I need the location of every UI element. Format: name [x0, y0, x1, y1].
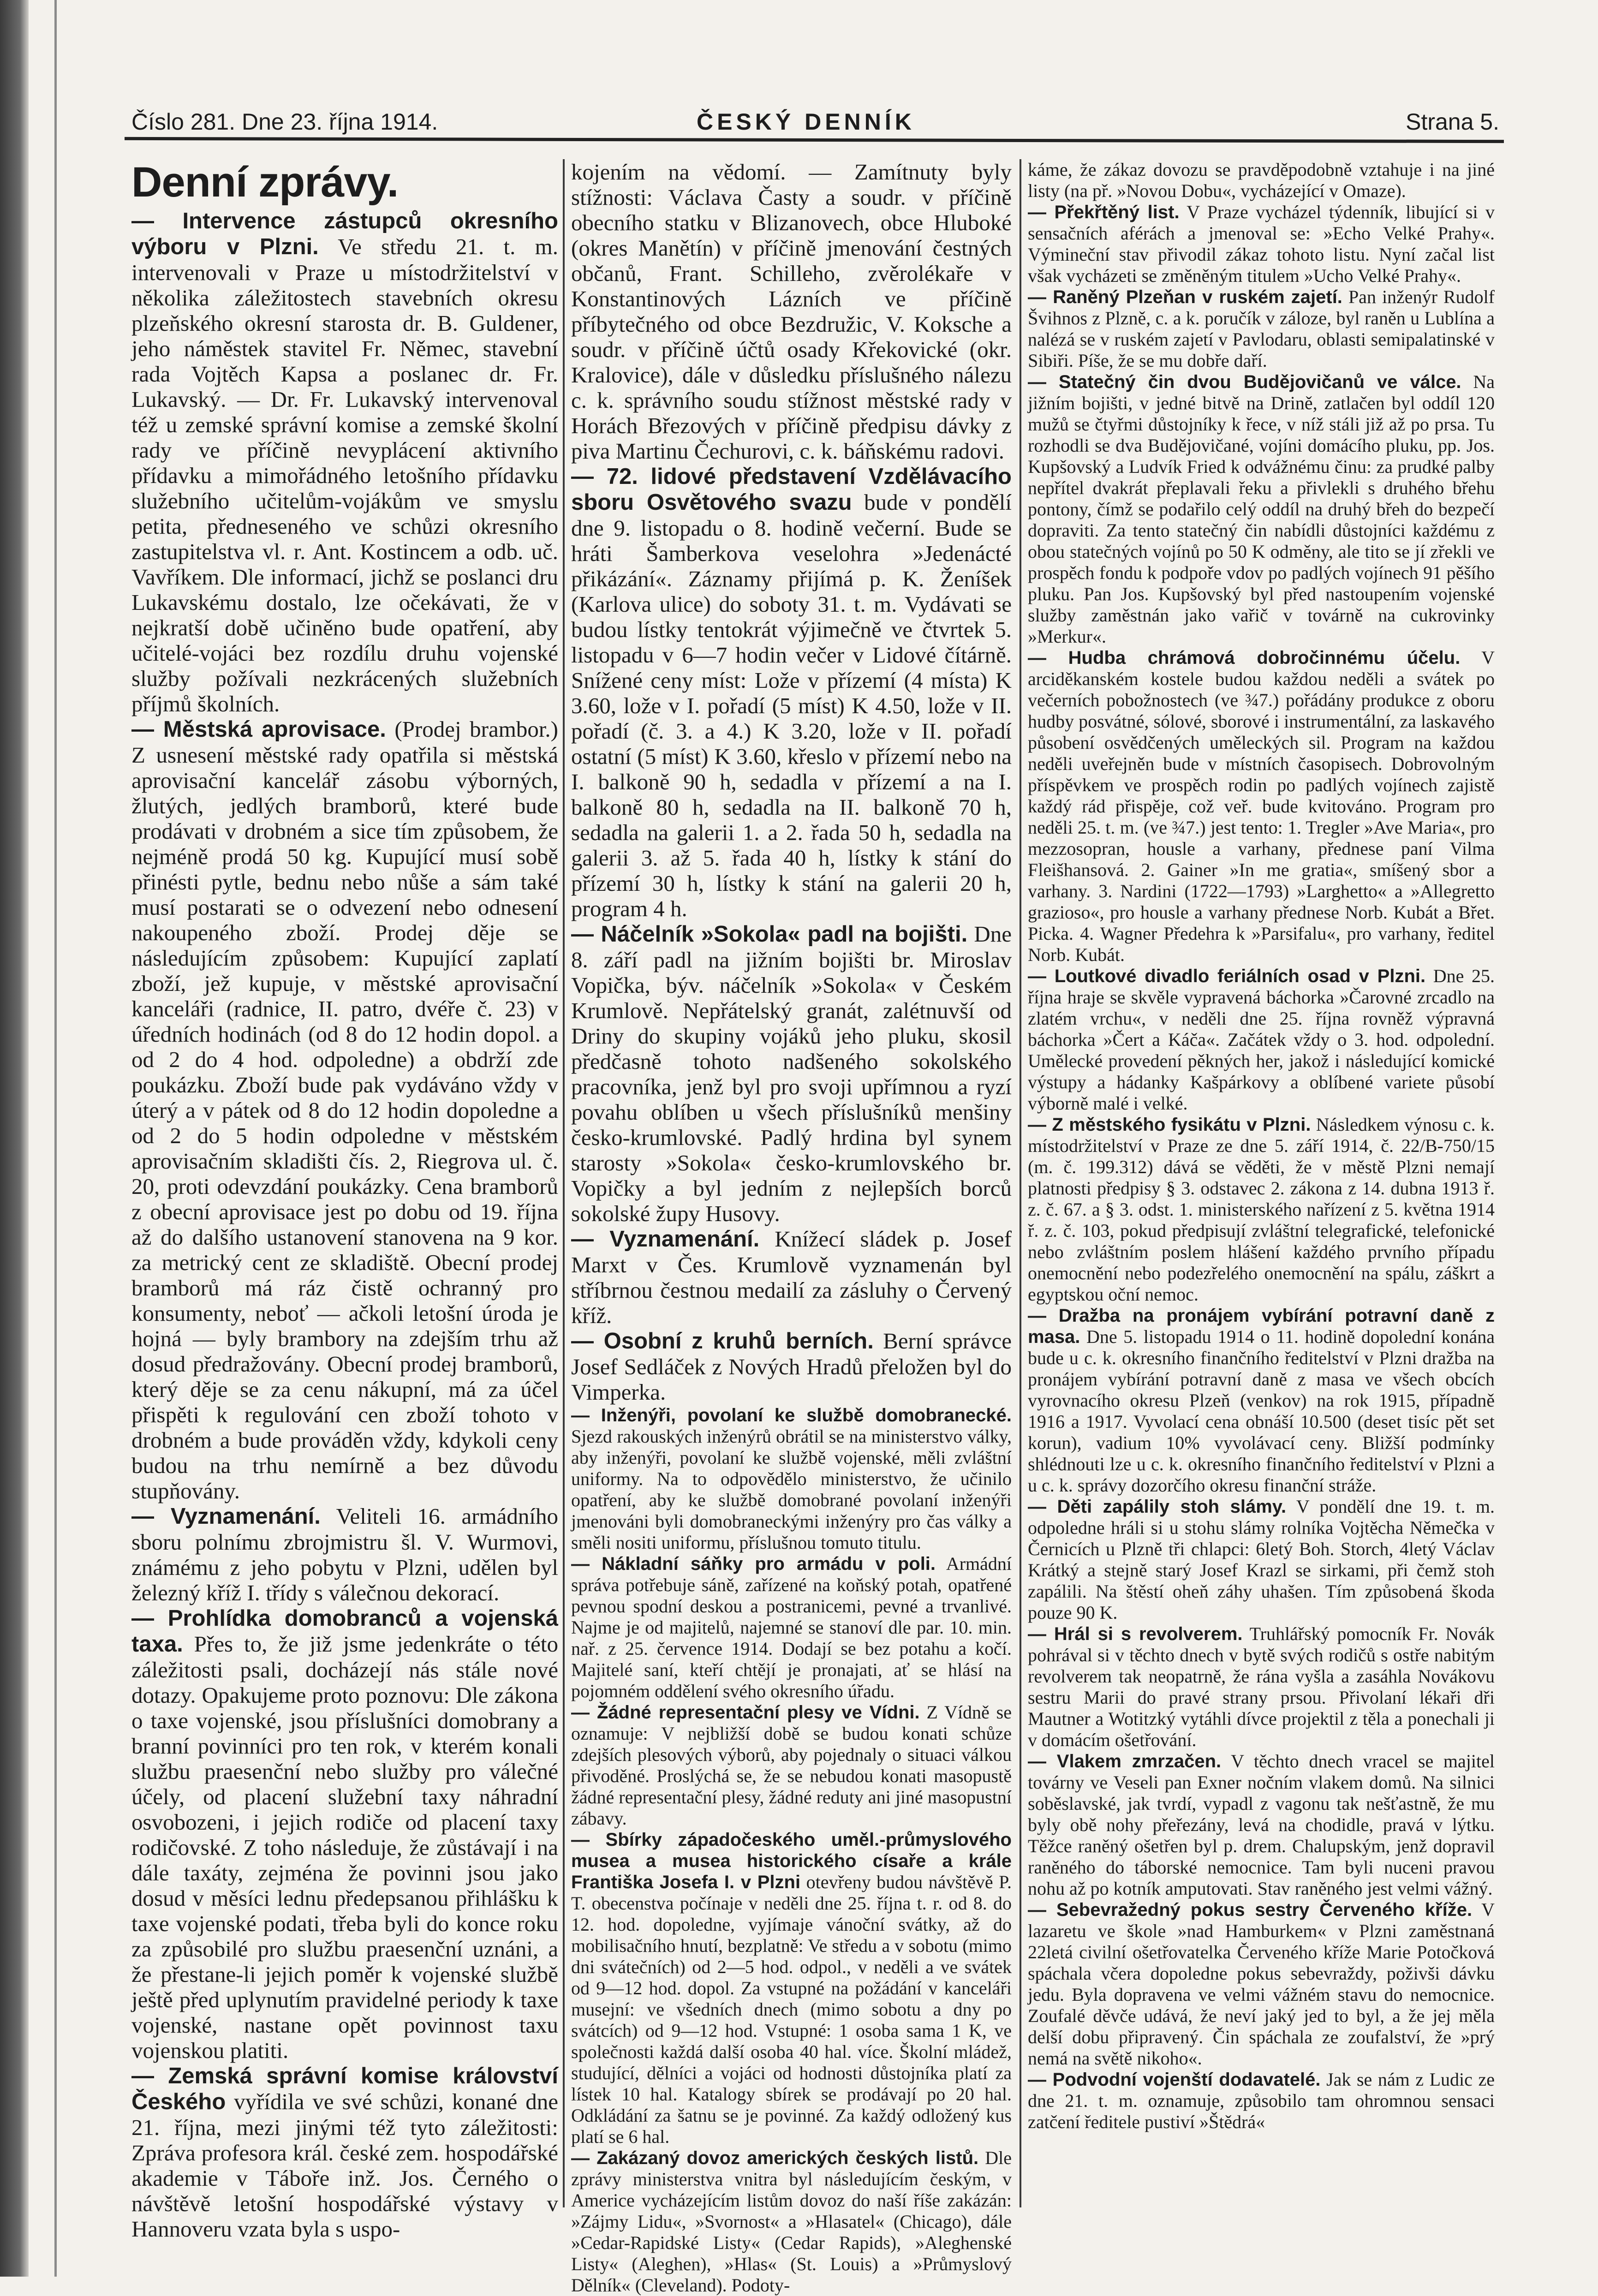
article-paragraph: [1028, 1305, 1495, 1496]
article-heading: — Podvodní vojenští dodavatelé.: [1028, 2069, 1321, 2090]
article-heading: — Sebevražedný pokus sestry Červeného kříže.: [1028, 1900, 1473, 1920]
masthead: ČESKÝ DENNÍK: [697, 109, 915, 135]
column-divider: [1020, 159, 1021, 2207]
article-text: Dne 8. září padl na jižním bojišti br. Miroslav Vopička, býv. náčelník »Sokola« v Českém Krumlově. Nepřátelský granát, zalétnuvší od Driny do skupiny vojáků jeho pluku, skosil předčasně tohoto nadšeného sokolského pracovníka, jenž byl pro svoji upřímnou a ryzí povahu oblíben u všech příslušníků menšiny česko-krumlovské. Padlý hrdina byl synem starosty »Sokola« česko-krumlovského br. Vopičky a byl jedním z nejlepších borců sokolské župy Husovy.: [571, 921, 1012, 1226]
article-paragraph: [1028, 1899, 1495, 2069]
article-paragraph: [571, 1405, 1012, 1553]
article-text: V těchto dnech vracel se majitel továrny ve Veseli pan Exner nočním vlakem domů. Na silnici soběslavské, jak tvrdí, vypadl z vagonu tak nešťastně, že mu byly obě nohy přeřezány, levá na chodidle, pravá v lýtku. Těžce raněný ošetřen byl p. drem. Chalupským, jenž dopravil raněného do táborské nemocnice. Tam byli nuceni pravou nohu až po kotník amputovati. Stav raněného jest velmi vážný.: [1028, 1751, 1495, 1899]
scan-left-edge: [0, 0, 29, 2277]
article-heading: — Hudba chrámová dobročinnému účelu.: [1028, 648, 1461, 668]
article-heading: — Městská aprovisace.: [131, 717, 386, 742]
article-text: bude v pondělí dne 9. listopadu o 8. hodině večerní. Bude se hráti Šamberkova veselohra »Jedenácté přikázání«. Záznamy přijímá p. K. Ženíšek (Karlova ulice) do soboty 31. t. m. Vydávati se budou lístky tentokrát výjimečně ve čtvrtek 5. listopadu v 6—7 hodin večer v Lidové čítárně. Snížené ceny míst: Lože v přízemí (4 místa) K 3.60, lože v I. pořadí (5 míst) K 4.50, lože v II. pořadí (č. 3. a 4.) K 3.20, lože v II. pořadí ostatní (5 míst) K 3.60, křeslo v přízemí nebo na I. balkoně 90 h, sedadla v přízemí a na I. balkoně 80 h, sedadla na II. balkoně 70 h, sedadla na galerii 1. a 2. řada 50 h, sedadla na galerii 3. až 5. řada 40 h, lístky k stání do přízemí 30 h, lístky k stání na galerii 20 h, program 4 h.: [571, 489, 1012, 921]
article-paragraph: [1028, 966, 1495, 1114]
article-heading: — Sbírky západočeského uměl.-průmyslového musea a musea historického císaře a krále Františka Josefa I. v Plzni: [571, 1830, 1012, 1892]
article-text: Ve středu 21. t. m. intervenovali v Praze u místodržitelství v několika záležitostech stavebních okresu plzeňského okresní starosta dr. B. Guldener, jeho náměstek stavitel Fr. Němec, stavební rada Vojtěch Kapsa a poslanec dr. Fr. Lukavský. — Dr. Fr. Lukavský intervenoval též u zemské správní komise a zemské školní rady ve příčině nevyplácení aktivního přídavku a mimořádného letošního přídavku služebního učitelům-vojákům ve smyslu petita, předneseného ve schůzi okresního zastupitelstva vl. r. Ant. Kostincem a odb. uč. Vavříkem. Dle informací, jichž se poslanci dru Lukavskému dostalo, lze očekávati, že v nejkratší době učiněno bude opatření, aby učitelé-vojáci bez rozdílu druhu vojenské služby požívali nezkrácených služebních příjmů školních.: [131, 234, 558, 716]
article-paragraph: [571, 159, 1012, 464]
article-text: Dne 25. října hraje se skvěle vypravená báchorka »Čarovné zrcadlo na zlatém vrchu«, v neděli dne 25. října rovněž výpravná báchorka »Čert a Káča«. Začátek vždy o 3. hod. odpolední. Umělecké provedení pěkných her, jakož i následující komické výstupy a hádanky Kašpárkovy a oblíbené variete působí výborně malé i velké.: [1028, 966, 1495, 1114]
article-heading: — Hrál si s revolverem.: [1028, 1624, 1243, 1644]
article-paragraph: [1028, 1623, 1495, 1751]
column-2: [571, 159, 1012, 2296]
article-text: Sjezd rakouských inženýrů obrátil se na ministerstvo války, aby inženýři, povolaní ke službě vojenské, měli zvláštní uniformy. Na to odpovědělo ministerstvo, že učinilo opatření, aby ke službě domobrané povolaní inženýři jmenováni byli domobraneckými inženýry pro čas války a směli nositi uniformu, příslušnou tomuto titulu.: [571, 1426, 1012, 1553]
article-heading: — 72. lidové představení Vzdělávacího sboru Osvětového svazu: [571, 464, 1012, 515]
article-heading: — Nákladní sáňky pro armádu v poli.: [571, 1554, 936, 1574]
article-paragraph: [571, 1702, 1012, 1829]
article-paragraph: [571, 1328, 1012, 1405]
article-heading: — Raněný Plzeňan v ruském zajetí.: [1028, 287, 1342, 307]
article-text: Dne 5. listopadu 1914 o 11. hodině dopolední konána bude u c. k. okresního finančního ředitelství v Plzni dražba na pronájem vybírání potravní daně z masa ve všech obcích vyrovnacího okresu Plzeň (venkov) na rok 1915, případně 1916 a 1917. Vyvolací cena obnáší 10.500 (deset tisíc pět set korun), vadium 10% vyvolávací ceny. Bližší podmínky shlédnouti lze u c. k. okresního finančního ředitelství v Plzni a u c. k. správy dozorčího okresu finanční stráže.: [1028, 1326, 1495, 1496]
article-text: Dle zprávy ministerstva vnitra byl následujícím českým, v Americe vycházejícím listům dovoz do naší říše zakázán: »Zájmy Lidu«, »Svornost« a »Hlasatel« (Chicago), dále »Cedar-Rapidské Listy« (Cedar Rapids), »Aleghenské Listy« (Aleghen), »Hlas« (St. Louis) a »Průmyslový Dělník« (Cleveland). Podoty-: [571, 2147, 1012, 2296]
article-heading: — Děti zapálily stoh slámy.: [1028, 1497, 1287, 1517]
article-heading: — Zemská správní komise království Českého: [131, 2063, 558, 2114]
article-heading: — Statečný čin dvou Budějovičanů ve válce.: [1028, 372, 1461, 392]
article-heading: — Loutkové divadlo feriálních osad v Plzni.: [1028, 966, 1426, 986]
article-text: otevřeny budou návštěvě P. T. obecenstva počínaje v neděli dne 25. října t. r. od 8. do 12. hod. dopoledne, vyjímaje vánoční svátky, až do mobilisačního hnutí, bezplatně: Ve středu a v sobotu (mimo dni svátečních) od 2—5 hod. odpol., v neděli a ve svátek od 9—12 hod. dopol. Za vstupné na požádání v kanceláři musejní: ve všedních dnech (mimo sobotu a dny po svátcích) od 9—12 hod. Vstupné: 1 osoba sama 1 K, ve společnosti každá další osoba 40 hal. více. Školní mládež, studující, dělníci a vojáci od hodnosti důstojníka platí za lístek 10 hal. Katalogy sbírek se prodávají po 20 hal. Odkládání za šatnu se je povinné. Za každý odložený kus platí se 6 hal.: [571, 1872, 1012, 2147]
article-paragraph: [1028, 1751, 1495, 1899]
article-text: Berní správce Josef Sedláček z Nových Hradů přeložen byl do Vimperka.: [571, 1328, 1012, 1405]
article-paragraph: [1028, 1114, 1495, 1305]
article-paragraph: [1028, 647, 1495, 966]
article-heading: — Prohlídka domobranců a vojenská taxa.: [131, 1606, 558, 1657]
article-text: (Prodej brambor.) Z usnesení městské rady opatřila si městská aprovisační kancelář zásobu výborných, žlutých, jedlých bramborů, které bude prodávati v drobném a sice tím způsobem, že nejméně prodá 50 kg. Kupující musí sobě přinésti pytle, bednu nebo nůše a sám také musí postarati se o odvezení nebo odnesení nakoupeného zboží. Prodej děje se následujícím způsobem: Kupující zaplatí zboží, jež kupuje, v městské aprovisační kanceláři (radnice, II. patro, dvéře č. 23) v úředních hodinách (od 8 do 12 hodin dopol. a od 2 do 4 hod. odpoledne) a obdrží zde poukázku. Zboží bude pak vydáváno vždy v úterý a v pátek od 8 do 12 hodin dopoledne a od 2 do 5 hodin odpoledne v městském aprovisačním skladišti čís. 2, Riegrova ul. č. 20, proti odevzdání poukázky. Cena bramborů z obecní aprovisace jest po dobu od 19. října až do dalšího ustanovení stanovena na 9 kor. za metrický cent ze skladiště. Obecní prodej bramborů má ráz čistě ochranný pro konsumenty, neboť — ačkoli letošní úroda je hojná — byly brambory na zdejším trhu až dosud předražovány. Obecní prodej bramborů, který děje se za cenu nákupní, má za účel přispěti k regulování cen zboží tohoto v drobném a bude prováděn vždy, kdykoli ceny budou na trhu nemírně a bez důvodu stupňovány.: [131, 716, 558, 1503]
article-heading: — Žádné representační plesy ve Vídni.: [571, 1702, 920, 1723]
column-3: [1028, 159, 1495, 2212]
page-number: Strana 5.: [1406, 109, 1499, 135]
article-paragraph: [131, 716, 558, 1503]
article-heading: — Vyznamenání.: [571, 1227, 760, 1252]
article-paragraph: [131, 2063, 558, 2242]
article-paragraph: [571, 1553, 1012, 1702]
scan-binding-line: [54, 0, 57, 2277]
article-text: Přes to, že již jsme jedenkráte o této záležitosti psali, docházejí nás stále nové dotazy. Opakujeme proto poznovu: Dle zákona o taxe vojenské, jsou příslušníci domobrany a branní povinníci pro ten rok, v kterém konali službu praesenční nebo služby pro válečné účely, od placení služební taxy náhradní osvobozeni, i jejich rodiče od placení taxy rodičovské. Z toho následuje, že zůstávají i na dále taxáty, zejména že povinni jsou jako dosud v měsíci lednu předepsanou přihlášku k taxe vojenské podati, třeba byli do konce roku za způsobilé pro službu praesenční uznáni, a že přestane-li jejich poměr k vojenské službě ještě před uplynutím pravidelné periody k taxe vojenské, nastane opět povinnost taxu vojenskou platiti.: [131, 1631, 558, 2063]
article-text: Z Vídně se oznamuje: V nejbližší době se budou konati schůze zdejších plesových výborů, aby pojednaly o situaci válkou přivoděné. Proslýchá se, že se nebudou konati masopustě žádné representační plesy, žádné reduty ani jiné masopustní zábavy.: [571, 1702, 1012, 1829]
article-text: Veliteli 16. armádního sboru polnímu zbrojmistru šl. V. Wurmovi, známému z jeho pobytu v Plzni, udělen byl železný kříž I. třídy s válečnou dekorací.: [131, 1503, 558, 1605]
page-header: [131, 108, 1499, 141]
section-title: Denní zprávy.: [131, 159, 399, 206]
article-heading: — Zakázaný dovoz amerických českých listů.: [571, 2148, 979, 2168]
article-paragraph: [1028, 159, 1495, 202]
article-paragraph: [1028, 2069, 1495, 2133]
article-text: V arciděkanském kostele budou každou neděli a svátek po večerních pobožnostech (ve ¾7.) pořádány produkce z oboru hudby posvátné, sólové, sborové i instrumentální, za laskavého působení osvědčených uměleckých sil. Program na každou neděli uveřejněn bude v místních časopisech. Dobrovolným příspěvkem ve prospěch rodin po padlých vojínech zajistě každý rád přispěje, což veř. bude kvitováno. Program pro neděli 25. t. m. (ve ¾7.) jest tento: 1. Tregler »Ave Maria«, pro mezzosopran, housle a varhany, přednese paní Vilma Fleišhansová. 2. Gainer »In me gratia«, smíšený sbor a varhany. 3. Nardini (1722—1793) »Larghetto« a »Allegretto grazioso«, pro housle a varhany přednese Norb. Kubát a Břet. Picka. 4. Wagner Předehra k »Parsifalu«, pro varhany, ředitel Norb. Kubát.: [1028, 647, 1495, 965]
article-text: Na jižním bojišti, v jedné bitvě na Drině, zatlačen byl oddíl 120 mužů se čtyřmi důstojníky k řece, v níž stáli již až po prsa. Tu rozhodli se dva Budějovičané, vojíni domácího pluku, pp. Jos. Kupšovský a Ludvík Fried k odvážnému činu: za prudké palby nepřítel dvakrát přeplavali řeku a přivlekli s druhého břehu pontony, čímž se podařilo celý oddíl na druhý břeh do bezpečí dopraviti. Za tento statečný čin nabídli důstojníci každému z obou statečných vojínů po 50 K odměny, ale tito se jí zřekli ve prospěch fondu k podpoře vdov po padlých vojínech 91 pěšího pluku. Pan Jos. Kupšovský byl před nastoupením vojenské služby zaměstnán jako vařič v továrně na cukrovinky »Merkur«.: [1028, 371, 1495, 647]
article-paragraph: [131, 1503, 558, 1605]
article-paragraph: [1028, 1496, 1495, 1623]
issue-date: Číslo 281. Dne 23. října 1914.: [131, 109, 438, 135]
article-heading: — Z městského fysikátu v Plzni.: [1028, 1115, 1311, 1135]
article-heading: — Vlakem zmrzačen.: [1028, 1751, 1222, 1771]
article-text: káme, že zákaz dovozu se pravděpodobně vztahuje i na jiné listy (na př. »Novou Dobu«, vycházející v Omaze).: [1028, 159, 1495, 201]
article-text: kojením na vědomí. — Zamítnuty byly stížnosti: Václava Časty a soudr. v příčině obecního statku v Blizanovech, obce Hluboké (okres Manětín) v příčině jmenování čestných občanů, Frant. Schilleho, zvěrolékaře v Konstantinových Lázních ve příčině příbytečného od obce Bezdružic, V. Koksche a soudr. v příčině účtů osady Křekovické (okr. Kralovice), dále v důsledku příslušného nálezu c. k. správního soudu stížnost městské rady v Horách Březových v příčině předpisu dávky z piva Martinu Čechurovi, c. k. báňskému radovi.: [571, 159, 1012, 464]
article-text: V lazaretu ve škole »nad Hamburkem« v Plzni zaměstnaná 22letá civilní ošetřovatelka Červeného kříže Marie Potočková spáchala včera dopoledne pokus sebevraždy, poživši dávku jedu. Byla dopravena ve velmi vážném stavu do nemocnice. Zoufalé děvče udává, že neví jaký jed to byl, a že jej měla delší dobu připravený. Čin spáchala ze zoufalství, že »prý nemá na světě nikoho«.: [1028, 1899, 1495, 2069]
article-heading: — Překřtěný list.: [1028, 202, 1180, 222]
article-heading: — Náčelník »Sokola« padl na bojišti.: [571, 922, 968, 947]
article-text: Knížecí sládek p. Josef Marxt v Čes. Krumlově vyznamenán byl stříbrnou čestnou medailí za zásluhy o Červený kříž.: [571, 1226, 1012, 1328]
article-heading: — Vyznamenání.: [131, 1504, 321, 1529]
article-paragraph: [1028, 202, 1495, 286]
article-text: vyřídila ve své schůzi, konané dne 21. října, mezi jinými též tyto záležitosti: Zpráva profesora král. české zem. hospodářské akademie v Táboře inž. Jos. Černého o návštěvě letošní hospodářské výstavy v Hannoveru vzata byla s uspo-: [131, 2089, 558, 2242]
article-paragraph: [1028, 371, 1495, 647]
article-heading: — Osobní z kruhů berních.: [571, 1329, 874, 1354]
article-paragraph: [571, 1226, 1012, 1328]
article-text: Armádní správa potřebuje sáně, zařízené na koňský potah, opatřené pevnou spodní deskou a postranicemi, pevné a trvanlivé. Najme je od majitelů, najemné se stanoví dle par. 10. min. nař. z 25. července 1914. Dodají se bez potahu a kočí. Majitelé saní, kteří chtějí je pronajati, ať se hlásí na pojomném oddělení svého okresního úřadu.: [571, 1553, 1012, 1701]
article-heading: — Dražba na pronájem vybírání potravní daně z masa.: [1028, 1306, 1495, 1347]
column-1: [131, 159, 558, 2242]
article-paragraph: [131, 208, 558, 716]
article-paragraph: [1028, 286, 1495, 371]
article-heading: — Intervence zástupců okresního výboru v Plzni.: [131, 209, 558, 259]
article-text: Následkem výnosu c. k. místodržitelství v Praze ze dne 5. září 1914, č. 22/B-750/15 (m. č. 199.312) dává se věděti, že v městě Plzni nemají platnosti předpisy § 3. odstavec 2. zákona z 14. dubna 1913 ř. z. č. 67. a § 3. odst. 1. ministerského nařízení z 5. května 1914 ř. z. č. 103, pokud předpisují zvláštní telegrafické, telefonické nebo zvláštním poslem hlášení každého prvního případu onemocnění nebo podezřelého onemocnění na spálu, záškrt a egyptskou oční nemoc.: [1028, 1114, 1495, 1305]
article-text: V Praze vycházel týdenník, libující si v sensačních aférách a jmenoval se: »Echo Velké Prahy«. Výmineční stav přivodil zákaz tohoto listu. Nyní začal list však vycházeti se změněným titulem »Ucho Velké Prahy«.: [1028, 202, 1495, 286]
article-paragraph: [571, 921, 1012, 1226]
article-paragraph: [571, 1829, 1012, 2147]
article-text: V pondělí dne 19. t. m. odpoledne hráli si u stohu slámy rolníka Vojtěcha Němečka v Černicích u Plzně tři chlapci: 6letý Boh. Storch, 4letý Václav Krátký a stejně starý Josef Krazl se sirkami, při čemž stoh zapálili. Na štěstí oheň záhy uhašen. Tím způsobená škoda pouze 90 K.: [1028, 1496, 1495, 1623]
article-text: Truhlářský pomocník Fr. Novák pohrával si v těchto dnech v bytě svých rodičů s ostře nabitým revolverem tak neopatrně, že rána vyšla a zasáhla Novákovu sestru Marii do pravé strany prsou. Přivolaní lékaři dři Mautner a Wotitzký vytáhli dívce projektil z těla a ponechali ji v domácím ošetřování.: [1028, 1623, 1495, 1750]
article-text: Jak se nám z Ludic ze dne 21. t. m. oznamuje, způsobilo tam ohromnou sensaci zatčení ředitele pustiví »Štědrá«: [1028, 2069, 1495, 2132]
column-divider: [563, 159, 565, 2207]
article-paragraph: [571, 2147, 1012, 2296]
article-paragraph: [131, 1605, 558, 2063]
article-text: Pan inženýr Rudolf Švihnos z Plzně, c. a k. poručík v záloze, byl raněn u Lublína a nalézá se v ruském zajetí v Pavlodaru, oblasti semipalatinské v Sibiři. Píše, že se mu dobře daří.: [1028, 286, 1495, 371]
article-paragraph: [571, 464, 1012, 921]
article-heading: — Inženýři, povolaní ke službě domobranecké.: [571, 1405, 1012, 1425]
